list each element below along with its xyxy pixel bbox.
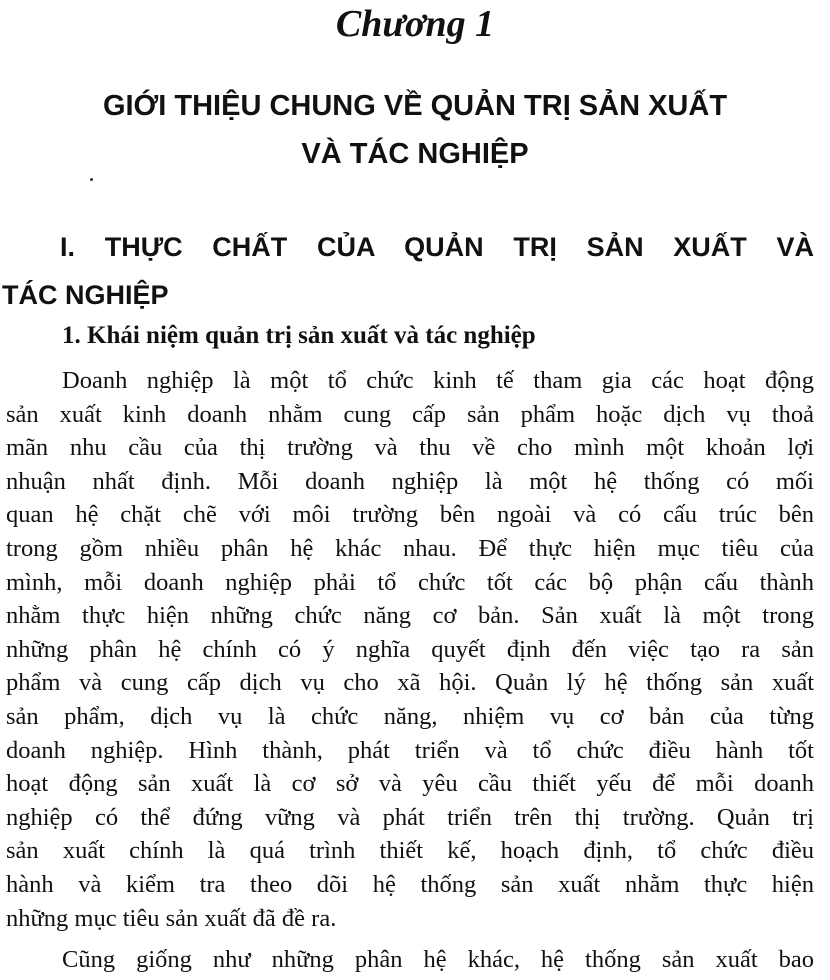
paragraph-line: trong gồm nhiều phân hệ khác nhau. Để thực hiện mục tiêu của <box>6 534 814 562</box>
paragraph-line: sản xuất kinh doanh nhằm cung cấp sản phẩm hoặc dịch vụ thoả <box>6 400 814 428</box>
body-text <box>6 364 814 977</box>
subsection-heading: 1. Khái niệm quản trị sản xuất và tác nghiệp <box>62 322 536 349</box>
paragraph-line: Doanh nghiệp là một tổ chức kinh tế tham gia các hoạt động <box>62 367 814 394</box>
section-heading-line-2: TÁC NGHIỆP <box>2 280 169 310</box>
paragraph-line: hoạt động sản xuất là cơ sở và yêu cầu thiết yếu để mỗi doanh <box>6 770 814 798</box>
paragraph-line: quan hệ chặt chẽ với môi trường bên ngoài và có cấu trúc bên <box>6 501 814 529</box>
paragraph-line: nhằm thực hiện những chức năng cơ bản. Sản xuất là một trong <box>6 602 814 630</box>
paragraph-line: những phân hệ chính có ý nghĩa quyết định đến việc tạo ra sản <box>6 635 814 663</box>
paragraph-line: sản phẩm, dịch vụ là chức năng, nhiệm vụ cơ bản của từng <box>6 702 814 730</box>
paragraph-line: doanh nghiệp. Hình thành, phát triển và tổ chức điều hành tốt <box>6 736 814 764</box>
chapter-title <box>0 82 830 178</box>
paragraph-line: phẩm và cung cấp dịch vụ cho xã hội. Quản lý hệ thống sản xuất <box>6 669 814 697</box>
paragraph-line: nghiệp có thể đứng vững và phát triển trên thị trường. Quản trị <box>6 803 814 831</box>
chapter-title-line-1: GIỚI THIỆU CHUNG VỀ QUẢN TRỊ SẢN XUẤT <box>102 90 728 122</box>
paragraph-line: Cũng giống như những phân hệ khác, hệ thống sản xuất bao <box>62 946 814 974</box>
paragraph-line: sản xuất chính là quá trình thiết kế, hoạch định, tổ chức điều <box>6 837 814 865</box>
paragraph-line: nhuận nhất định. Mỗi doanh nghiệp là một hệ thống có mối <box>6 467 814 495</box>
paragraph-line: mình, mỗi doanh nghiệp phải tổ chức tốt các bộ phận cấu thành <box>6 568 814 596</box>
chapter-heading: Chương 1 <box>335 3 495 45</box>
section-heading <box>2 223 814 319</box>
paragraph-line: mãn nhu cầu của thị trường và thu về cho mình một khoản lợi <box>6 434 814 462</box>
paragraph-line: những mục tiêu sản xuất đã đề ra. <box>6 904 337 932</box>
paragraph-line: hành và kiểm tra theo dõi hệ thống sản xuất nhằm thực hiện <box>6 870 814 898</box>
chapter-title-line-2: VÀ TÁC NGHIỆP <box>301 138 529 170</box>
section-heading-line-1: I. THỰC CHẤT CỦA QUẢN TRỊ SẢN XUẤT VÀ <box>60 232 814 262</box>
print-speck <box>90 178 93 181</box>
